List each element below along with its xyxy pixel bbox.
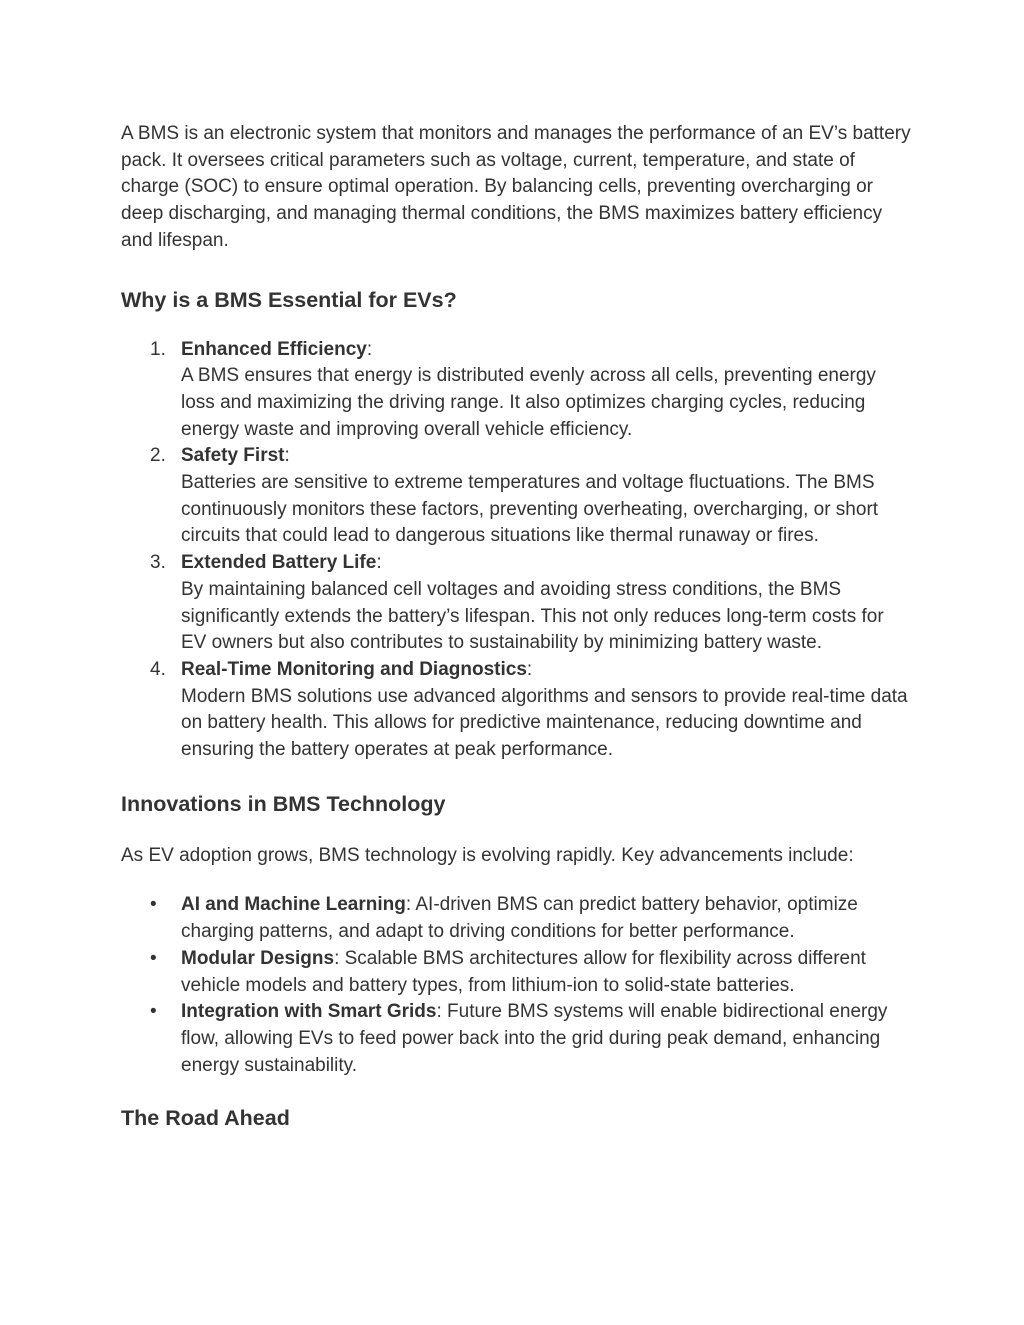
bullet-icon: • xyxy=(150,894,157,916)
heading-innovations: Innovations in BMS Technology xyxy=(121,791,446,816)
intro-paragraph: A BMS is an electronic system that monitors and manages the performance of an EV’s battery pack. It oversees critical parameters such as voltage, current, temperature, and state of charge (SOC) to ensure optimal operation. By balancing cells, preventing overcharging or deep discharging, and managing thermal conditions, the BMS maximizes battery efficiency and lifespan. xyxy=(121,123,911,251)
list-item xyxy=(121,999,911,1079)
item-title: Modular Designs xyxy=(181,947,335,969)
list-item xyxy=(121,443,911,550)
list-item xyxy=(121,337,911,444)
bullet-icon: • xyxy=(150,1001,157,1023)
item-colon: : xyxy=(526,658,533,680)
item-title: Integration with Smart Grids xyxy=(181,1001,437,1023)
list-item xyxy=(121,946,911,999)
item-text: : Scalable BMS architectures allow for flexibility across different vehicle models and battery types, from lithium-ion to solid-state batteries. xyxy=(181,947,866,996)
item-title: Enhanced Efficiency xyxy=(181,338,367,360)
item-title: Safety First xyxy=(181,445,285,467)
item-description: By maintaining balanced cell voltages and avoiding stress conditions, the BMS significantly extends the battery’s lifespan. This not only reduces long-term costs for EV owners but also contributes to sustainability by minimizing battery waste. xyxy=(181,578,884,654)
item-colon: : xyxy=(284,445,290,467)
item-text: : Future BMS systems will enable bidirectional energy flow, allowing EVs to feed power back into the grid during peak demand, enhancing energy sustainability. xyxy=(181,1001,888,1076)
list-number: 1. xyxy=(150,338,166,360)
bullet-icon: • xyxy=(150,947,157,969)
item-description: Batteries are sensitive to extreme temperatures and voltage fluctuations. The BMS continuously monitors these factors, preventing overheating, overcharging, or short circuits that could lead to dangerous situations like thermal runaway or fires. xyxy=(181,472,879,547)
list-item xyxy=(121,550,911,657)
list-number: 3. xyxy=(150,552,166,574)
item-description: Modern BMS solutions use advanced algorithms and sensors to provide real-time data on battery health. This allows for predictive maintenance, reducing downtime and ensuring the battery operates at peak performance. xyxy=(181,685,908,761)
item-colon: : xyxy=(376,552,382,574)
document-page xyxy=(121,121,911,1132)
item-title: AI and Machine Learning xyxy=(181,894,406,916)
list-number: 4. xyxy=(150,658,166,680)
heading-why-bms-essential: Why is a BMS Essential for EVs? xyxy=(121,287,457,312)
list-item xyxy=(121,892,911,945)
item-title: Real-Time Monitoring and Diagnostics xyxy=(181,658,527,680)
essential-reasons-list xyxy=(121,337,911,764)
innovations-list xyxy=(121,892,911,1079)
list-item xyxy=(121,657,911,764)
innovations-lead-paragraph: As EV adoption grows, BMS technology is evolving rapidly. Key advancements include: xyxy=(121,844,854,866)
item-title: Extended Battery Life xyxy=(181,552,377,574)
item-description: A BMS ensures that energy is distributed evenly across all cells, preventing energy loss and maximizing the driving range. It also optimizes charging cycles, reducing energy waste and improving overall vehicle efficiency. xyxy=(181,365,876,440)
heading-road-ahead: The Road Ahead xyxy=(121,1106,290,1131)
item-text: : AI-driven BMS can predict battery behavior, optimize charging patterns, and adapt to driving conditions for better performance. xyxy=(181,894,858,943)
list-number: 2. xyxy=(150,445,166,467)
item-colon: : xyxy=(366,338,373,360)
